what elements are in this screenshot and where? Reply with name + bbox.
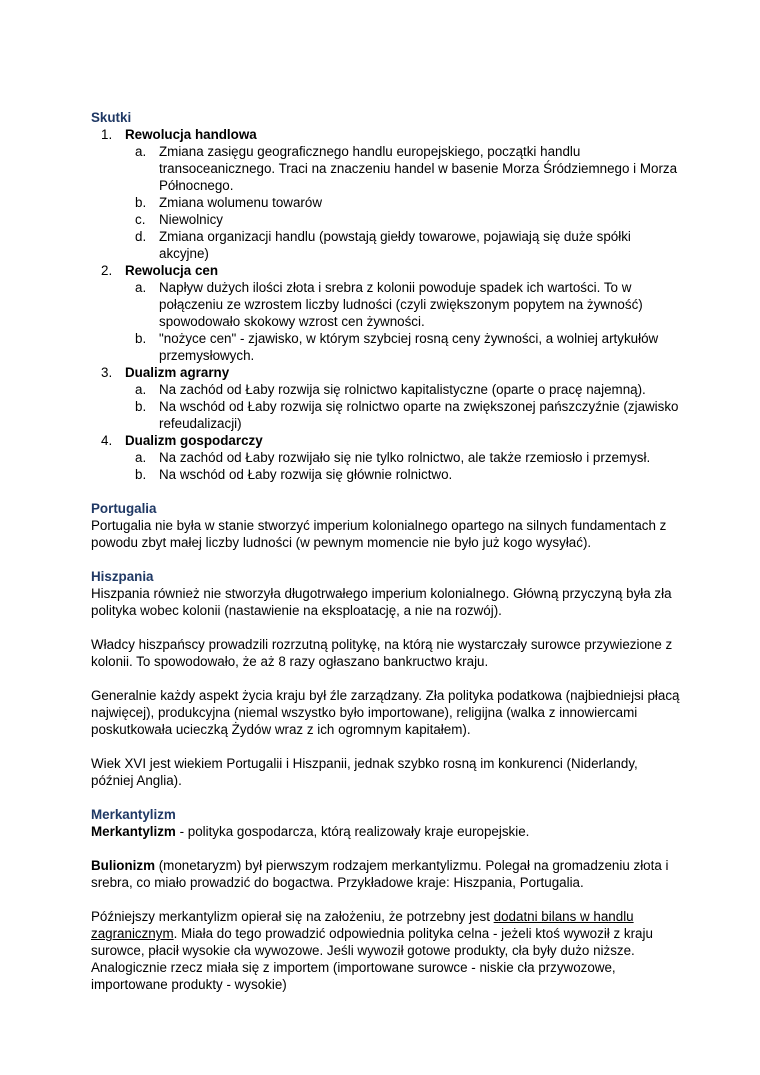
sub-item (91, 194, 680, 211)
paragraph: Hiszpania również nie stworzyła długotrwałego imperium kolonialnego. Główną przyczyną była zła polityka wobec kolonii (nastawienie na eksploatację, a nie na rozwój). (91, 586, 672, 618)
sub-text: Zmiana organizacji handlu (powstają giełdy towarowe, pojawiają się duże spółki akcyjne) (159, 229, 631, 261)
term-merkantylizm: Merkantylizm (91, 824, 176, 839)
item-title: Dualizm gospodarczy (125, 433, 263, 448)
sub-letter: d. (135, 229, 147, 244)
heading-merkantylizm: Merkantylizm (91, 807, 176, 822)
paragraph: Portugalia nie była w stanie stworzyć imperium kolonialnego opartego na silnych fundamentach z powodu zbyt małej liczby ludności (w pewnym momencie nie było już kogo wysyłać). (91, 518, 667, 550)
sub-item (91, 211, 680, 228)
item-number: 3. (101, 365, 113, 380)
sub-text: Zmiana zasięgu geograficznego handlu europejskiego, początki handlu transoceanicznego. Traci na znaczeniu handel w basenie Morza Śródziemnego i Morza Północnego. (159, 144, 678, 193)
sub-item (91, 381, 680, 398)
paragraph-text: Późniejszy merkantylizm opierał się na założeniu, że potrzebny jest (91, 909, 494, 924)
sub-text: Na wschód od Łaby rozwija się rolnictwo oparte na zwiększonej pańszczyźnie (zjawisko refeudalizacji) (159, 399, 679, 431)
sub-letter: a. (135, 450, 147, 465)
heading-portugalia: Portugalia (91, 501, 157, 516)
list-item (91, 432, 680, 449)
sub-item (91, 279, 680, 330)
sub-text: Na wschód od Łaby rozwija się głównie rolnictwo. (159, 467, 453, 482)
sub-item (91, 143, 680, 194)
paragraph: Wiek XVI jest wiekiem Portugalii i Hiszpanii, jednak szybko rosną im konkurenci (Niderlandy, później Anglia). (91, 756, 638, 788)
sub-item (91, 466, 680, 483)
sub-letter: a. (135, 382, 147, 397)
paragraph: Generalnie każdy aspekt życia kraju był źle zarządzany. Zła polityka podatkowa (najbiedniejsi płacą najwięcej), produkcyjna (niemal wszystko było importowane), religijna (walka z innowiercami poskutkowała ucieczką Żydów wraz z ich ogromnym kapitałem). (91, 688, 680, 737)
heading-skutki: Skutki (91, 110, 132, 125)
sub-text: Na zachód od Łaby rozwijało się nie tylko rolnictwo, ale także rzemiosło i przemysł. (159, 450, 651, 465)
sub-text: "nożyce cen" - zjawisko, w którym szybciej rosną ceny żywności, a wolniej artykułów przemysłowych. (159, 331, 659, 363)
list-item (91, 364, 680, 381)
item-number: 4. (101, 433, 113, 448)
paragraph: Władcy hiszpańscy prowadzili rozrzutną politykę, na którą nie wystarczały surowce przywiezione z kolonii. To spowodowało, że aż 8 razy ogłaszano bankructwo kraju. (91, 637, 673, 669)
list-item (91, 262, 680, 279)
paragraph-text: (monetaryzm) był pierwszym rodzajem merkantylizmu. Polegał na gromadzeniu złota i srebra, co miało prowadzić do bogactwa. Przykładowe kraje: Hiszpania, Portugalia. (91, 858, 669, 890)
sub-item (91, 398, 680, 432)
paragraph (91, 823, 680, 840)
heading-hiszpania: Hiszpania (91, 569, 154, 584)
paragraph-text: . Miała do tego prowadzić odpowiednia polityka celna - jeżeli ktoś wywoził z kraju surowce, płacił wysokie cła wywozowe. Jeśli wywoził gotowe produkty, cła były dużo niższe. Analogicznie rzecz miała się z importem (importowane surowce - niskie cła przywozowe, importowane produkty - wysokie) (91, 926, 653, 992)
sub-letter: b. (135, 399, 147, 414)
item-title: Rewolucja cen (125, 263, 219, 278)
term-bulionizm: Bulionizm (91, 858, 155, 873)
sub-item (91, 330, 680, 364)
paragraph (91, 857, 680, 891)
sub-letter: b. (135, 195, 147, 210)
item-number: 1. (101, 127, 113, 142)
sub-letter: b. (135, 467, 147, 482)
underlined-phrase: dodatni bilans w handlu zagranicznym (91, 909, 634, 941)
sub-letter: c. (135, 212, 146, 227)
list-item (91, 126, 680, 143)
sub-letter: b. (135, 331, 147, 346)
sub-letter: a. (135, 280, 147, 295)
sub-letter: a. (135, 144, 147, 159)
sub-item (91, 228, 680, 262)
sub-text: Napływ dużych ilości złota i srebra z kolonii powoduje spadek ich wartości. To w połączeniu ze wzrostem liczby ludności (czyli zwiększonym popytem na żywność) spowodowało skokowy wzrost cen żywności. (159, 280, 643, 329)
sub-text: Niewolnicy (159, 212, 223, 227)
paragraph (91, 908, 680, 993)
item-number: 2. (101, 263, 113, 278)
item-title: Rewolucja handlowa (125, 127, 257, 142)
item-title: Dualizm agrarny (125, 365, 230, 380)
sub-text: Zmiana wolumenu towarów (159, 195, 322, 210)
sub-item (91, 449, 680, 466)
sub-text: Na zachód od Łaby rozwija się rolnictwo kapitalistyczne (oparte o pracę najemną). (159, 382, 646, 397)
paragraph-text: - polityka gospodarcza, którą realizowały kraje europejskie. (175, 824, 530, 839)
